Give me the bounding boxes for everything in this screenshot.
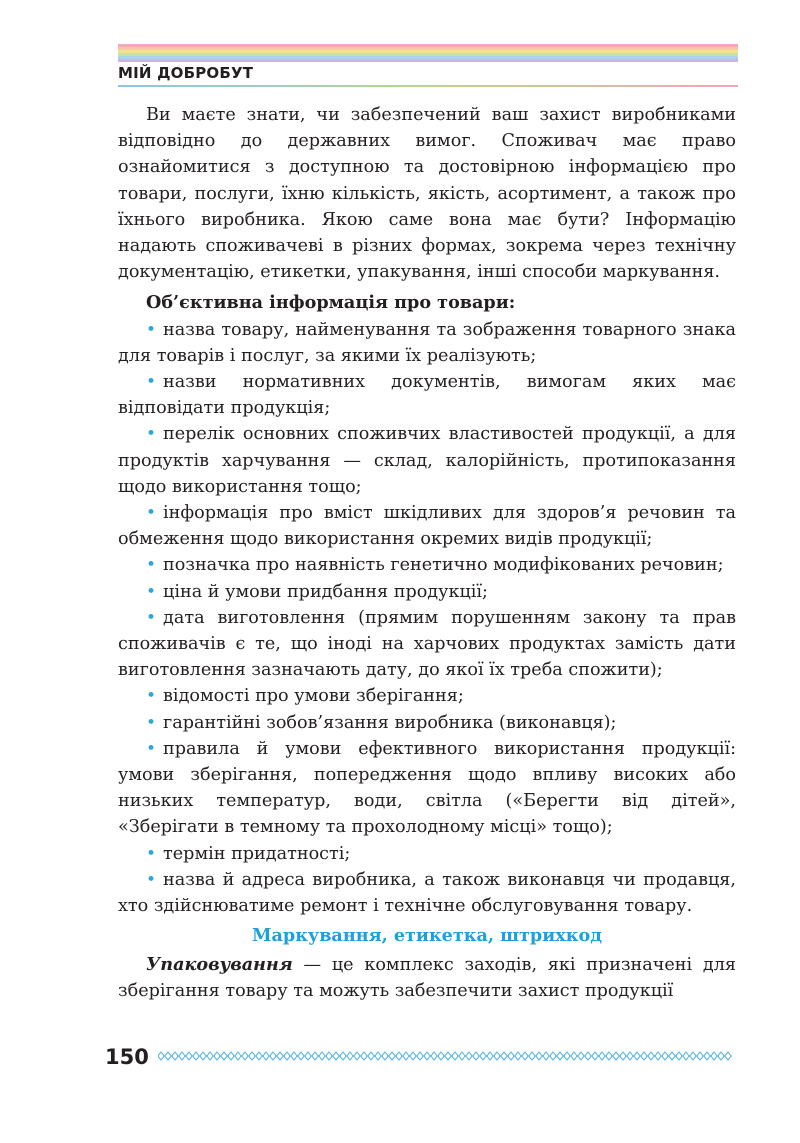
ornament-diamond bbox=[585, 1052, 591, 1060]
ornament-diamond bbox=[501, 1052, 507, 1060]
ornament-diamond bbox=[669, 1052, 675, 1060]
list-item bbox=[118, 500, 736, 552]
list-item-text: назва й адреса виробника, а також виконавця чи продавця, хто здійснюватиме ремонт і технічне обслуговування товару. bbox=[118, 869, 736, 917]
ornament-diamond bbox=[578, 1052, 584, 1060]
ornament-diamond bbox=[711, 1052, 717, 1060]
ornament-diamond bbox=[431, 1052, 437, 1060]
list-item bbox=[118, 841, 736, 867]
ornament-diamond bbox=[396, 1052, 402, 1060]
footer-ornament bbox=[158, 1050, 736, 1062]
ornament-diamond bbox=[592, 1052, 598, 1060]
ornament-diamond bbox=[487, 1052, 493, 1060]
list-item-text: інформація про вміст шкідливих для здоров’я речовин та обмеження щодо використання окремих видів продукції; bbox=[118, 503, 736, 550]
ornament-diamond bbox=[725, 1052, 731, 1060]
ornament-diamond bbox=[319, 1052, 325, 1060]
ornament-diamond bbox=[249, 1052, 255, 1060]
bullet-dot-icon: • bbox=[146, 319, 157, 340]
ornament-diamond bbox=[466, 1052, 472, 1060]
ornament-diamond bbox=[340, 1052, 346, 1060]
bullet-dot-icon: • bbox=[146, 372, 157, 393]
ornament-diamond bbox=[333, 1052, 339, 1060]
ornament-diamond bbox=[158, 1052, 164, 1060]
ornament-diamond bbox=[207, 1052, 213, 1060]
bullet-dot-icon: • bbox=[146, 712, 157, 733]
ornament-diamond bbox=[214, 1052, 220, 1060]
list-item bbox=[118, 867, 736, 919]
final-paragraph bbox=[118, 952, 736, 1004]
ornament-diamond bbox=[221, 1052, 227, 1060]
intro-paragraph: Ви маєте знати, чи забезпечений ваш захист виробниками відповідно до державних вимог. Споживач має право ознайомитися з доступною та достовірною інформацією про товари, послуги, їхню кількість, якість, асортимент, а також про їхнього виробника. Якою саме вона має бути? Інформацію надають споживачеві в різних формах, зокрема через технічну документацію, етикетки, упакування, інші способи маркування. bbox=[118, 105, 736, 283]
ornament-diamond bbox=[557, 1052, 563, 1060]
ornament-diamond bbox=[655, 1052, 661, 1060]
ornament-diamond bbox=[515, 1052, 521, 1060]
bullet-dot-icon: • bbox=[146, 555, 157, 576]
ornament-diamond bbox=[326, 1052, 332, 1060]
ornament-diamond bbox=[403, 1052, 409, 1060]
ornament-diamond bbox=[564, 1052, 570, 1060]
page-number: 150 bbox=[105, 1045, 149, 1069]
bullet-dot-icon: • bbox=[146, 607, 157, 628]
ornament-diamond bbox=[312, 1052, 318, 1060]
ornament-diamond bbox=[186, 1052, 192, 1060]
ornament-diamond bbox=[165, 1052, 171, 1060]
list-title: Об’єктивна інформація про товари: bbox=[146, 292, 516, 314]
ornament-diamond bbox=[256, 1052, 262, 1060]
ornament-diamond bbox=[291, 1052, 297, 1060]
ornament-diamond bbox=[522, 1052, 528, 1060]
ornament-diamond bbox=[494, 1052, 500, 1060]
ornament-diamond bbox=[683, 1052, 689, 1060]
ornament-diamond bbox=[529, 1052, 535, 1060]
bullet-list bbox=[118, 317, 736, 920]
ornament-diamond bbox=[270, 1052, 276, 1060]
page-body bbox=[118, 102, 736, 1004]
header-stripe bbox=[118, 59, 738, 62]
ornament-diamond bbox=[718, 1052, 724, 1060]
bullet-dot-icon: • bbox=[146, 869, 157, 890]
header-divider bbox=[118, 85, 738, 87]
list-item-text: ціна й умови придбання продукції; bbox=[163, 581, 488, 602]
ornament-diamond bbox=[417, 1052, 423, 1060]
ornament-diamond bbox=[648, 1052, 654, 1060]
bullet-dot-icon: • bbox=[146, 581, 157, 602]
ornament-diamond bbox=[550, 1052, 556, 1060]
list-item bbox=[118, 317, 736, 369]
ornament-diamond bbox=[347, 1052, 353, 1060]
list-item bbox=[118, 605, 736, 684]
list-item-text: правила й умови ефективного використання продукції: умови зберігання, попередження щодо впливу високих або низьких температур, води, світла («Берегти від дітей», «Зберігати в темному та прохолодному місці» тощо); bbox=[118, 738, 736, 838]
ornament-diamond bbox=[179, 1052, 185, 1060]
ornament-diamond bbox=[368, 1052, 374, 1060]
bullet-dot-icon: • bbox=[146, 686, 157, 707]
bullet-dot-icon: • bbox=[146, 424, 157, 445]
ornament-diamond bbox=[606, 1052, 612, 1060]
list-item-text: назва товару, найменування та зображення товарного знака для товарів і послуг, за якими їх реалізують; bbox=[118, 319, 736, 366]
list-item bbox=[118, 421, 736, 500]
ornament-diamond bbox=[613, 1052, 619, 1060]
list-item-text: дата виготовлення (прямим порушенням закону та прав споживачів є те, що іноді на харчових продуктах замість дати виготовлення зазначають дату, до якої їх треба спожити); bbox=[118, 607, 736, 681]
ornament-diamond bbox=[382, 1052, 388, 1060]
header-stripes bbox=[118, 44, 738, 62]
ornament-diamond bbox=[459, 1052, 465, 1060]
ornament-diamond bbox=[361, 1052, 367, 1060]
ornament-diamond bbox=[284, 1052, 290, 1060]
list-item bbox=[118, 683, 736, 709]
ornament-diamond bbox=[480, 1052, 486, 1060]
list-item bbox=[118, 369, 736, 421]
section-title: Маркування, етикетка, штрихкод bbox=[252, 925, 602, 947]
ornament-diamond bbox=[354, 1052, 360, 1060]
list-item bbox=[118, 552, 736, 578]
ornament-diamond bbox=[508, 1052, 514, 1060]
list-item-text: позначка про наявність генетично модифікованих речовин; bbox=[163, 555, 724, 576]
ornament-diamond bbox=[375, 1052, 381, 1060]
ornament-diamond bbox=[193, 1052, 199, 1060]
ornament-diamond bbox=[620, 1052, 626, 1060]
bullet-dot-icon: • bbox=[146, 503, 157, 524]
list-item-text: гарантійні зобов’язання виробника (виконавця); bbox=[163, 712, 617, 733]
bullet-dot-icon: • bbox=[146, 843, 157, 864]
ornament-diamond bbox=[410, 1052, 416, 1060]
ornament-diamond bbox=[634, 1052, 640, 1060]
ornament-diamond bbox=[543, 1052, 549, 1060]
final-text: — це комплекс заходів, які призначені для зберігання товару та можуть забезпечити захист продукції bbox=[118, 954, 736, 1001]
ornament-diamond bbox=[228, 1052, 234, 1060]
bullet-dot-icon: • bbox=[146, 738, 157, 759]
ornament-diamond bbox=[536, 1052, 542, 1060]
ornament-diamond bbox=[424, 1052, 430, 1060]
ornament-diamond bbox=[676, 1052, 682, 1060]
ornament-diamond bbox=[662, 1052, 668, 1060]
ornament-diamond bbox=[298, 1052, 304, 1060]
ornament-diamond bbox=[242, 1052, 248, 1060]
ornament-diamond bbox=[571, 1052, 577, 1060]
ornament-diamond bbox=[277, 1052, 283, 1060]
ornament-diamond bbox=[438, 1052, 444, 1060]
ornament-diamond bbox=[263, 1052, 269, 1060]
ornament-diamond bbox=[389, 1052, 395, 1060]
ornament-diamond bbox=[690, 1052, 696, 1060]
ornament-diamond bbox=[697, 1052, 703, 1060]
ornament-diamond bbox=[627, 1052, 633, 1060]
list-item-text: відомості про умови зберігання; bbox=[163, 686, 464, 707]
list-item bbox=[118, 579, 736, 605]
section-header-title: МІЙ ДОБРОБУТ bbox=[118, 64, 254, 82]
ornament-diamond bbox=[641, 1052, 647, 1060]
term-highlight: Упаковування bbox=[146, 953, 293, 975]
ornament-diamond bbox=[235, 1052, 241, 1060]
list-item-text: перелік основних споживчих властивостей продукції, а для продуктів харчування — склад, калорійність, протипоказання щодо використання тощо; bbox=[118, 424, 736, 497]
list-item-text: термін придатності; bbox=[163, 843, 351, 864]
ornament-diamond bbox=[599, 1052, 605, 1060]
ornament-diamond bbox=[452, 1052, 458, 1060]
list-item bbox=[118, 736, 736, 841]
ornament-diamond bbox=[473, 1052, 479, 1060]
ornament-diamond bbox=[305, 1052, 311, 1060]
ornament-diamond bbox=[172, 1052, 178, 1060]
ornament-diamond bbox=[200, 1052, 206, 1060]
ornament-diamond bbox=[704, 1052, 710, 1060]
list-item-text: назви нормативних документів, вимогам яких має відповідати продукція; bbox=[118, 372, 736, 419]
ornament-diamond bbox=[445, 1052, 451, 1060]
list-item bbox=[118, 710, 736, 736]
